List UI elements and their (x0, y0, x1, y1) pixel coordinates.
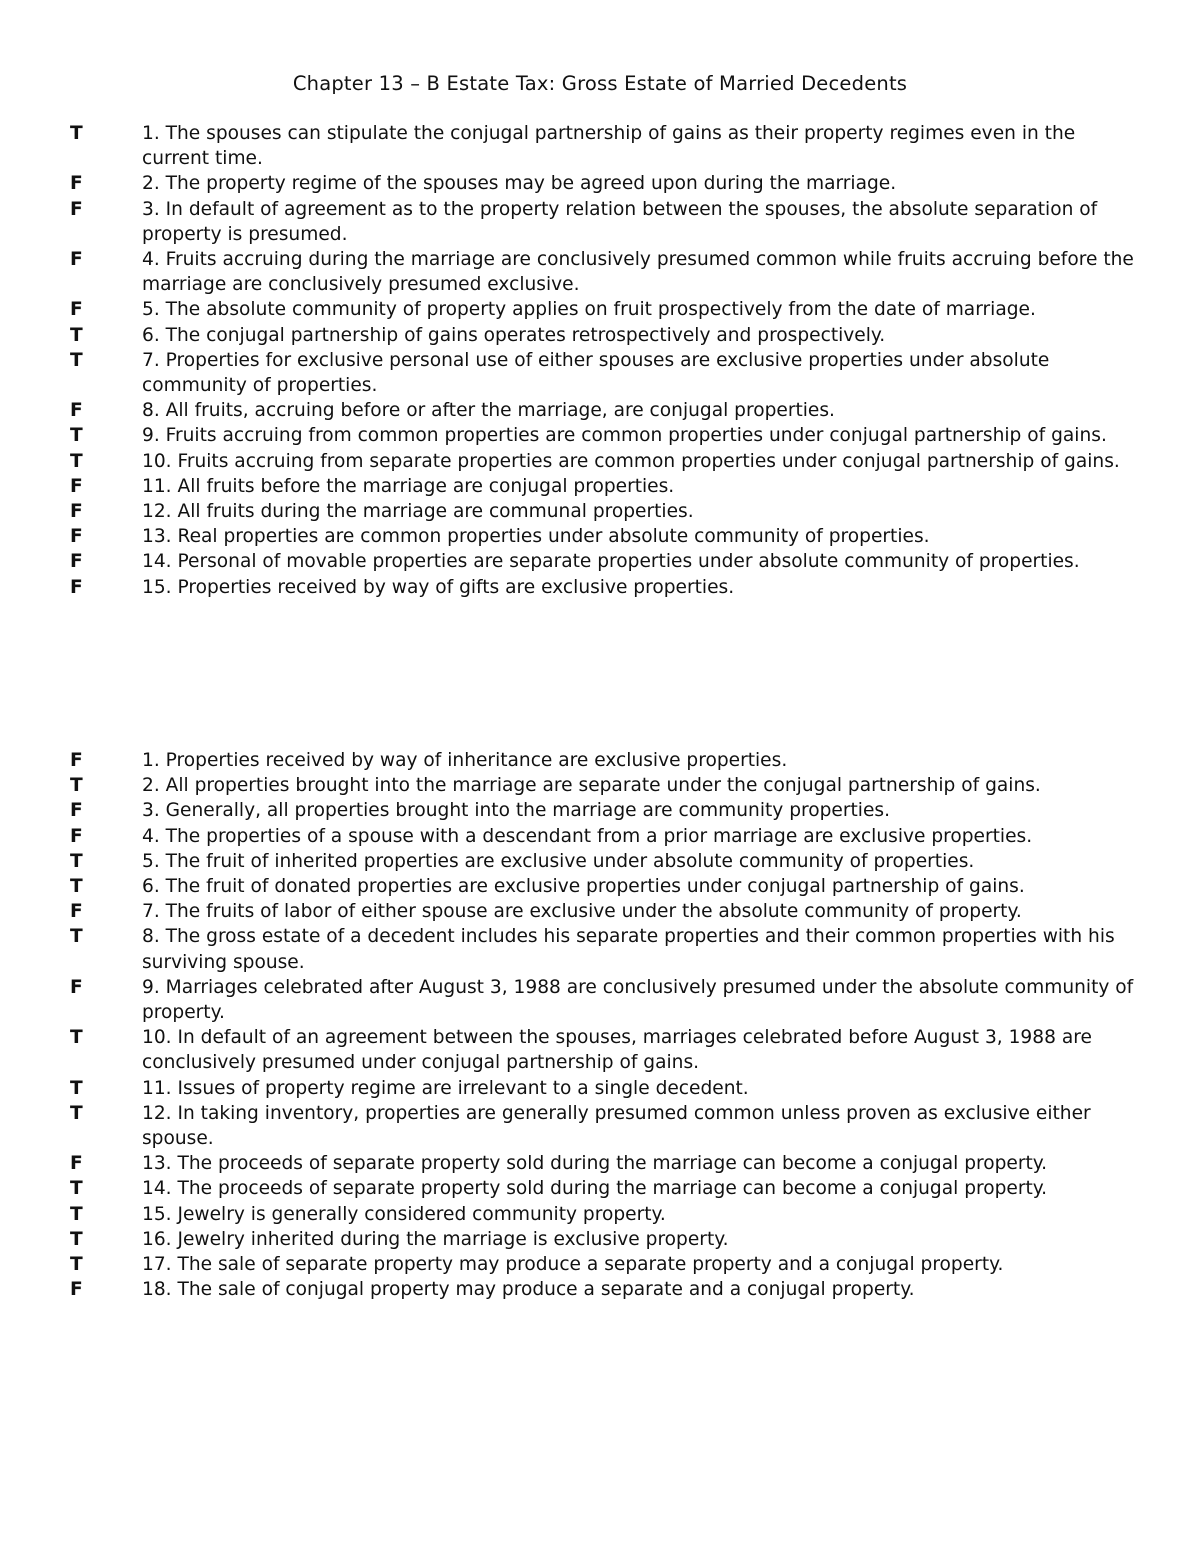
answer-mark: F (70, 825, 83, 847)
question-item (66, 1202, 1146, 1227)
question-text: 15. Jewelry is generally considered community property. (142, 1203, 666, 1225)
question-item (66, 323, 1146, 348)
answer-mark: F (70, 249, 83, 271)
question-item (66, 773, 1146, 798)
document-title: Chapter 13 – B Estate Tax: Gross Estate of Married Decedents (292, 72, 908, 95)
question-item (66, 849, 1146, 874)
answer-mark: F (70, 400, 83, 422)
question-item (66, 1076, 1146, 1101)
question-item (66, 1101, 1146, 1151)
question-text: 16. Jewelry inherited during the marriage is exclusive property. (142, 1228, 729, 1250)
answer-mark: T (70, 850, 83, 872)
question-item (66, 975, 1146, 1025)
answer-mark: T (70, 349, 83, 371)
question-item (66, 1151, 1146, 1176)
true-false-section-1 (66, 121, 1146, 600)
question-item (66, 798, 1146, 823)
answer-mark: T (70, 876, 83, 898)
answer-mark: F (70, 800, 83, 822)
question-text: 12. All fruits during the marriage are communal properties. (142, 501, 694, 523)
question-text: 5. The absolute community of property applies on fruit prospectively from the date of marriage. (142, 299, 1036, 321)
answer-mark: T (70, 1102, 83, 1124)
answer-mark: F (70, 198, 83, 220)
answer-mark: F (70, 551, 83, 573)
question-item (66, 899, 1146, 924)
question-text: 9. Fruits accruing from common properties are common properties under conjugal partnership of gains. (142, 425, 1107, 447)
question-text: 9. Marriages celebrated after August 3, 1988 are conclusively presumed under the absolute community of property. (142, 976, 1134, 1024)
question-item (66, 1252, 1146, 1277)
question-text: 4. The properties of a spouse with a descendant from a prior marriage are exclusive properties. (142, 825, 1033, 847)
question-text: 6. The conjugal partnership of gains operates retrospectively and prospectively. (142, 324, 886, 346)
answer-mark: F (70, 1153, 83, 1175)
question-item (66, 423, 1146, 448)
answer-mark: F (70, 1279, 83, 1301)
answer-mark: T (70, 450, 83, 472)
question-item (66, 748, 1146, 773)
answer-mark: T (70, 926, 83, 948)
question-item (66, 197, 1146, 247)
question-text: 3. In default of agreement as to the property relation between the spouses, the absolute separation of property is presumed. (142, 198, 1098, 245)
question-item (66, 121, 1146, 171)
question-item (66, 348, 1146, 398)
question-text: 8. The gross estate of a decedent includes his separate properties and their common properties with his surviving spouse. (142, 926, 1115, 973)
question-text: 7. The fruits of labor of either spouse are exclusive under the absolute community of property. (142, 901, 1022, 923)
question-item (66, 575, 1146, 600)
question-item (66, 524, 1146, 549)
question-text: 14. Personal of movable properties are separate properties under absolute community of properties. (142, 551, 1080, 573)
answer-mark: F (70, 576, 83, 598)
question-text: 10. Fruits accruing from separate properties are common properties under conjugal partnership of gains. (142, 450, 1120, 472)
question-text: 11. All fruits before the marriage are conjugal properties. (142, 475, 675, 497)
answer-mark: F (70, 299, 83, 321)
question-item (66, 874, 1146, 899)
answer-mark: F (70, 901, 83, 923)
answer-mark: T (70, 1178, 83, 1200)
question-item (66, 474, 1146, 499)
question-text: 2. The property regime of the spouses may be agreed upon during the marriage. (142, 173, 897, 195)
question-item (66, 1176, 1146, 1201)
question-text: 1. Properties received by way of inheritance are exclusive properties. (142, 750, 788, 771)
question-text: 4. Fruits accruing during the marriage are conclusively presumed common while fruits accruing before the marriage are conclusively presumed exclusive. (142, 249, 1134, 296)
question-text: 6. The fruit of donated properties are exclusive properties under conjugal partnership of gains. (142, 876, 1025, 898)
question-item (66, 247, 1146, 297)
question-text: 7. Properties for exclusive personal use of either spouses are exclusive properties under absolute community of properties. (142, 349, 1050, 397)
answer-mark: T (70, 1027, 83, 1049)
answer-mark: T (70, 1077, 83, 1099)
answer-mark: T (70, 425, 83, 447)
question-item (66, 1025, 1146, 1075)
question-text: 5. The fruit of inherited properties are exclusive under absolute community of properties. (142, 850, 975, 872)
question-item (66, 449, 1146, 474)
question-text: 14. The proceeds of separate property sold during the marriage can become a conjugal property. (142, 1178, 1048, 1200)
question-item (66, 1277, 1146, 1302)
question-text: 17. The sale of separate property may produce a separate property and a conjugal property. (142, 1254, 1004, 1276)
answer-mark: T (70, 1203, 83, 1225)
question-item (66, 924, 1146, 974)
question-item (66, 171, 1146, 196)
answer-mark: F (70, 976, 83, 998)
answer-mark: T (70, 1254, 83, 1276)
question-text: 13. The proceeds of separate property sold during the marriage can become a conjugal property. (142, 1153, 1048, 1175)
answer-mark: T (70, 1228, 83, 1250)
question-text: 3. Generally, all properties brought into the marriage are community properties. (142, 800, 891, 822)
question-text: 8. All fruits, accruing before or after the marriage, are conjugal properties. (142, 400, 835, 422)
answer-mark: F (70, 501, 83, 523)
question-item (66, 499, 1146, 524)
true-false-section-2 (66, 748, 1146, 1302)
question-text: 12. In taking inventory, properties are generally presumed common unless proven as exclusive either spouse. (142, 1102, 1091, 1150)
question-item (66, 824, 1146, 849)
question-text: 1. The spouses can stipulate the conjugal partnership of gains as their property regimes even in the current time. (142, 123, 1076, 170)
answer-mark: F (70, 475, 83, 497)
question-item (66, 549, 1146, 574)
question-text: 10. In default of an agreement between the spouses, marriages celebrated before August 3, 1988 are conclusively presumed under conjugal partnership of gains. (142, 1027, 1092, 1074)
question-text: 15. Properties received by way of gifts are exclusive properties. (142, 576, 735, 598)
question-text: 11. Issues of property regime are irrelevant to a single decedent. (142, 1077, 749, 1099)
answer-mark: F (70, 750, 83, 771)
question-text: 2. All properties brought into the marriage are separate under the conjugal partnership of gains. (142, 775, 1041, 797)
answer-mark: F (70, 173, 83, 195)
question-text: 13. Real properties are common properties under absolute community of properties. (142, 526, 930, 548)
answer-mark: T (70, 123, 83, 144)
question-item (66, 297, 1146, 322)
question-text: 18. The sale of conjugal property may produce a separate and a conjugal property. (142, 1279, 915, 1301)
question-item (66, 1227, 1146, 1252)
answer-mark: T (70, 775, 83, 797)
answer-mark: F (70, 526, 83, 548)
question-item (66, 398, 1146, 423)
answer-mark: T (70, 324, 83, 346)
